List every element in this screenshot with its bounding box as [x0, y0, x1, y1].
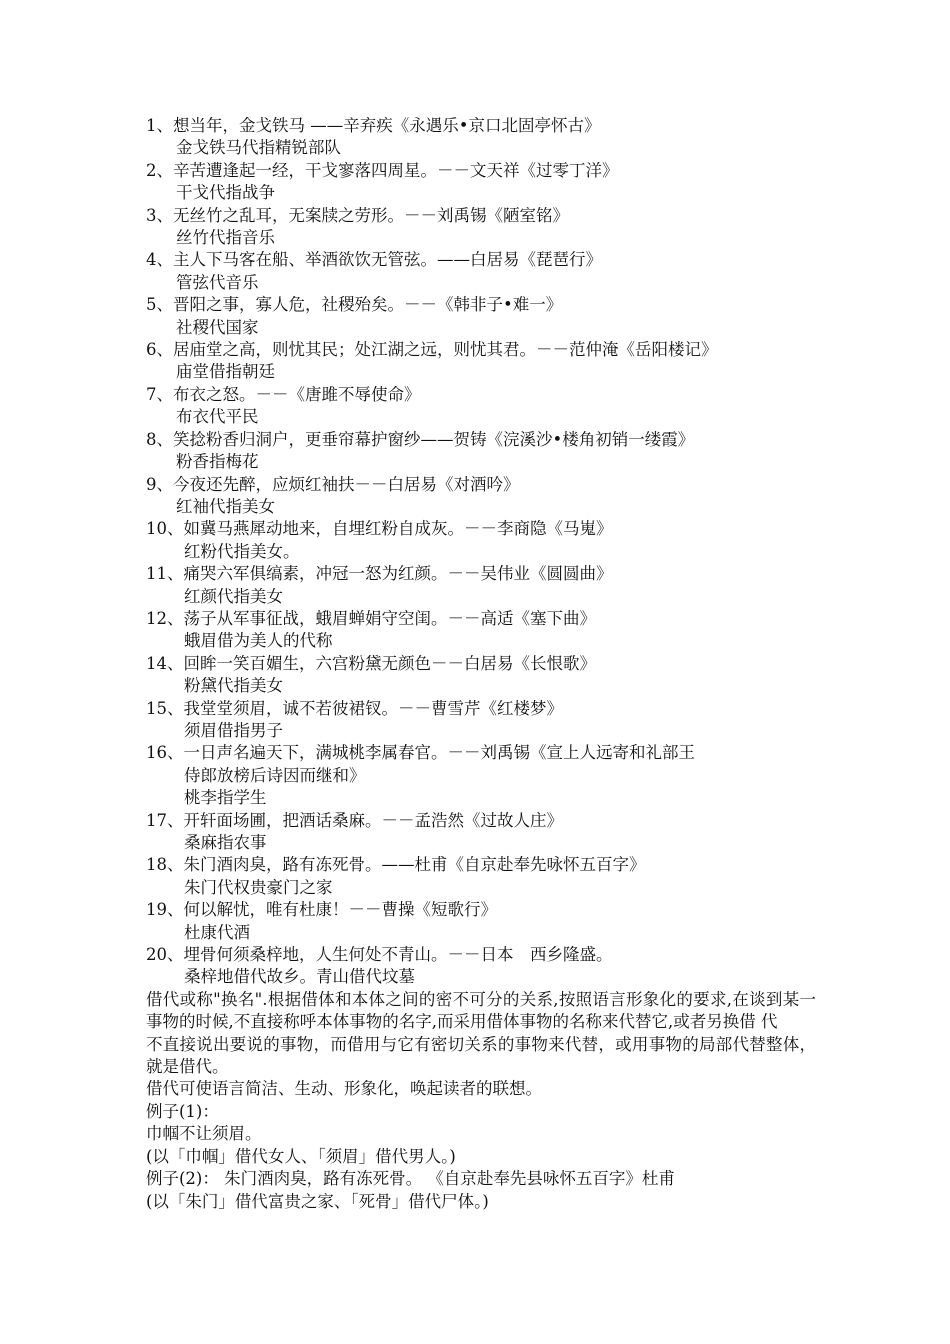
item-explanation: 粉香指梅花	[176, 452, 259, 472]
item-explanation: 丝竹代指音乐	[176, 228, 275, 248]
paragraph: 借代可使语言简洁、生动、形象化，唤起读者的联想。	[146, 1079, 542, 1099]
item-number: 9、	[146, 474, 173, 494]
item-number: 12、	[146, 608, 184, 628]
quote-text: 开轩面场圃，把酒话桑麻。－－孟浩然《过故人庄》	[183, 810, 563, 830]
paragraph: (以「朱门」借代富贵之家、「死骨」借代尸体。)	[146, 1191, 489, 1211]
list-item	[146, 249, 816, 271]
list-item	[146, 294, 816, 316]
list-item	[146, 339, 816, 361]
item-explanation: 侍郎放榜后诗因而继和》	[184, 765, 366, 785]
quote-text: 居庙堂之高，则忧其民；处江湖之远，则忧其君。－－范仲淹《岳阳楼记》	[173, 340, 718, 360]
item-number: 19、	[146, 900, 184, 920]
list-item	[146, 384, 816, 406]
item-explanation: 蛾眉借为美人的代称	[184, 631, 333, 651]
paragraph: 巾帼不让须眉。	[146, 1124, 262, 1144]
list-item	[146, 742, 816, 764]
item-explanation: 朱门代权贵豪门之家	[184, 877, 333, 897]
item-number: 6、	[146, 340, 173, 360]
list-item	[146, 205, 816, 227]
list-item	[146, 854, 816, 876]
quote-text: 何以解忧，唯有杜康！－－曹操《短歌行》	[183, 900, 497, 920]
item-explanation: 金戈铁马代指精锐部队	[176, 138, 341, 158]
item-number: 5、	[146, 295, 173, 315]
list-item	[146, 518, 816, 540]
item-number: 1、	[146, 116, 173, 135]
item-explanation: 桑梓地借代故乡。青山借代坟墓	[184, 967, 415, 987]
quote-text: 痛哭六军俱缟素，冲冠一怒为红颜。－－吴伟业《圆圆曲》	[183, 564, 613, 584]
list-item	[146, 429, 816, 451]
item-explanation: 庙堂借指朝廷	[176, 362, 275, 382]
paragraph: 不直接说出要说的事物，而借用与它有密切关系的事物来代替，或用事物的局部代替整体，就是借代。	[146, 1034, 816, 1077]
item-number: 4、	[146, 250, 173, 270]
quote-text: 无丝竹之乱耳，无案牍之劳形。－－刘禹锡《陋室铭》	[173, 205, 569, 225]
quote-text: 布衣之怒。－－《唐雎不辱使命》	[173, 384, 421, 404]
list-item	[146, 698, 816, 720]
item-number: 16、	[146, 743, 184, 763]
item-explanation: 红袖代指美女	[176, 496, 275, 516]
quote-text: 一日声名遍天下，满城桃李属春官。－－刘禹锡《宣上人远寄和礼部王	[183, 743, 695, 763]
item-number: 18、	[146, 855, 184, 875]
item-number: 15、	[146, 698, 184, 718]
quote-text: 笑捻粉香归洞户，更垂帘幕护窗纱——贺铸《浣溪沙•楼角初销一缕霞》	[173, 429, 695, 449]
list-item	[146, 944, 816, 966]
item-explanation: 社稷代国家	[176, 317, 259, 337]
list-item	[146, 653, 816, 675]
paragraph: 借代或称"换名".根据借体和本体之间的密不可分的关系,按照语言形象化的要求,在谈到某一事物的时候,不直接称呼本体事物的名字,而采用借体事物的名称来代替它,或者另换借 代	[146, 989, 816, 1032]
example-list	[146, 115, 816, 989]
quote-text: 朱门酒肉臭，路有冻死骨。——杜甫《自京赴奉先咏怀五百字》	[183, 855, 646, 875]
item-explanation: 桑麻指农事	[184, 833, 267, 852]
quote-text: 主人下马客在船、举酒欲饮无管弦。——白居易《琵琶行》	[173, 250, 602, 270]
quote-text: 埋骨何须桑梓地，人生何处不青山。－－日本 西乡隆盛。	[183, 945, 613, 965]
quote-text: 如冀马燕犀动地来，自埋红粉自成灰。－－李商隐《马嵬》	[183, 519, 613, 539]
list-item	[146, 899, 816, 921]
item-explanation: 管弦代音乐	[176, 272, 259, 292]
list-item	[146, 608, 816, 630]
list-item	[146, 810, 816, 832]
paragraph: (以「巾帼」借代女人、「须眉」借代男人。)	[146, 1146, 456, 1166]
item-explanation: 红颜代指美女	[184, 586, 283, 606]
item-number: 14、	[146, 653, 184, 673]
item-explanation: 红粉代指美女。	[184, 541, 300, 561]
quote-text: 荡子从军事征战，蛾眉蝉娟守空闺。－－高适《塞下曲》	[183, 608, 596, 628]
list-item	[146, 115, 816, 137]
item-explanation: 布衣代平民	[176, 407, 259, 427]
quote-text: 想当年，金戈铁马 ——辛弃疾《永遇乐•京口北固亭怀古》	[173, 116, 601, 135]
item-number: 17、	[146, 810, 184, 830]
item-explanation: 干戈代指战争	[176, 183, 275, 203]
item-number: 2、	[146, 160, 173, 180]
quote-text: 晋阳之事，寡人危，社稷殆矣。－－《韩非子•难一》	[173, 295, 563, 315]
item-number: 20、	[146, 945, 184, 965]
paragraph: 例子(2)： 朱门酒肉臭，路有冻死骨。 《自京赴奉先县咏怀五百字》杜甫	[146, 1169, 675, 1189]
list-item	[146, 563, 816, 585]
list-item	[146, 474, 816, 496]
item-number: 7、	[146, 384, 173, 404]
quote-text: 我堂堂须眉，诚不若彼裙钗。－－曹雪芹《红楼梦》	[183, 698, 563, 718]
quote-text: 今夜还先醉，应烦红袖扶－－白居易《对酒吟》	[173, 474, 520, 494]
item-number: 11、	[146, 564, 184, 584]
item-number: 3、	[146, 205, 173, 225]
paragraph: 例子(1)：	[146, 1101, 219, 1121]
quote-text: 辛苦遭逢起一经，干戈寥落四周星。－－文天祥《过零丁洋》	[173, 160, 619, 180]
item-explanation: 须眉借指男子	[184, 720, 283, 740]
item-explanation: 杜康代酒	[184, 922, 250, 942]
item-number: 8、	[146, 429, 173, 449]
item-explanation: 粉黛代指美女	[184, 676, 283, 696]
quote-text: 回眸一笑百媚生，六宫粉黛无颜色－－白居易《长恨歌》	[183, 653, 596, 673]
item-explanation: 桃李指学生	[184, 788, 267, 808]
document-body	[146, 115, 816, 1213]
explanation-section	[146, 989, 816, 1213]
list-item	[146, 160, 816, 182]
item-number: 10、	[146, 519, 184, 539]
